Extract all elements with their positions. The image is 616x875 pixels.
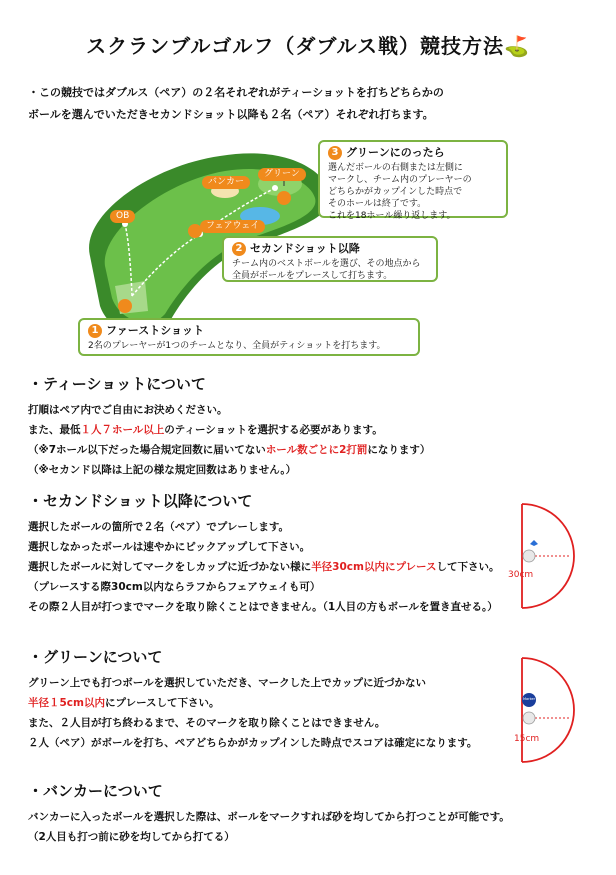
rule-line: 選択しなかったボールは速やかにピックアップして下さい。: [28, 541, 311, 553]
intro-line: ・この競技ではダブルス（ペア）の２名それぞれがティーショットを打ちどちらかの: [28, 86, 444, 99]
rule-line: （※セカンド以降は上記の様な規定回数はありません。）: [28, 464, 297, 476]
rule-line: グリーン上でも打つボールを選択していただき、マークした上でカップに近づかない: [28, 677, 427, 689]
marker-text: Marker: [523, 697, 536, 701]
map-step-3: [277, 191, 291, 205]
callout-step-3: [318, 140, 508, 221]
bunker-label: バンカー: [202, 176, 250, 189]
rule-line: また、最低１人７ホール以上のティーショットを選択する必要があります。: [28, 424, 383, 436]
course-illustration: [70, 136, 510, 356]
step-text: チーム内のベストボールを選び、その地点から: [232, 259, 421, 269]
section-heading: ・グリーンについて: [28, 648, 163, 666]
section-heading: ・ティーショットについて: [28, 375, 206, 393]
radius-label: 30cm: [508, 570, 534, 580]
rule-line: また、２人目が打ち終わるまで、そのマークを取り除くことはできません。: [28, 717, 386, 729]
fairway-label: フェアウェイ: [200, 220, 265, 233]
highlight-text: １人７ホール以上: [80, 424, 165, 436]
intro-text: [28, 82, 444, 126]
step-title: グリーンにのったら: [346, 146, 445, 159]
ball-icon: [523, 712, 535, 724]
highlight-text: 半径30cm以内にプレース: [311, 561, 437, 573]
rule-line: 選択したボールの箇所で２名（ペア）でプレーします。: [28, 521, 290, 533]
rule-line: その際２人目が打つまでマークを取り除くことはできません。（1人目の方もボールを置き直せる。）: [28, 601, 498, 613]
callout-step-2: [222, 236, 438, 282]
rule-line: 半径１5cm以内にプレースして下さい。: [28, 697, 220, 709]
intro-line: ボールを選んでいただきセカンドショット以降も２名（ペア）それぞれ打ちます。: [28, 108, 434, 121]
section-tee: [28, 373, 430, 480]
ball: [272, 185, 278, 191]
step-text: 全員がボールをプレースして打ちます。: [232, 271, 393, 281]
step-title: ファーストショット: [106, 324, 205, 337]
highlight-text: ホール数ごとに2打罰: [265, 444, 368, 456]
step-text: そのホールは終了です。: [328, 199, 427, 209]
rule-line: （2人目も打つ前に砂を均してから打てる）: [28, 831, 235, 843]
section-second: [28, 490, 500, 617]
rule-line: バンカーに入ったボールを選択した際は、ボールをマークすれば砂を均してから打つことが可能です。: [28, 811, 510, 823]
green-label: グリーン: [258, 168, 306, 181]
tee-marker-icon: [530, 540, 538, 546]
section-heading: ・バンカーについて: [28, 782, 163, 800]
rule-line: ２人（ペア）がボールを打ち、ペアどちらかがカップインした時点でスコアは確定になります。: [28, 737, 478, 749]
rule-line: 打順はペア内でご自由にお決めください。: [28, 404, 228, 416]
rule-line: （プレースする際30cm以内ならラフからフェアウェイも可）: [28, 581, 321, 593]
step-text: 2名のプレーヤーが1つのチームとなり、全員がティショットを打ちます。: [88, 341, 386, 351]
section-heading: ・セカンドショット以降について: [28, 492, 253, 510]
ob-label: OB: [110, 210, 135, 223]
step-text: どちらかがカップインした時点で: [328, 187, 463, 197]
map-step-1: [118, 299, 132, 313]
step-number: 1: [88, 324, 102, 338]
radius-label: 15cm: [514, 734, 540, 744]
rule-line: （※7ホール以下だった場合規定回数に届いてないホール数ごとに2打罰になります）: [28, 444, 431, 456]
section-green: [28, 646, 477, 753]
highlight-text: 半径１5cm以内: [28, 697, 105, 709]
rule-line: 選択したボールに対してマークをしカップに近づかない様に半径30cm以内にプレースして下さい。: [28, 561, 500, 573]
step-text: 選んだボールの右側または左側に: [328, 163, 463, 173]
step-text: これを18ホール繰り返します。: [328, 211, 456, 221]
ball-icon: [523, 550, 535, 562]
step-number: 2: [232, 242, 246, 256]
step-title: セカンドショット以降: [250, 242, 360, 255]
step-text: マークし、チーム内のプレーヤーの: [328, 175, 472, 185]
placement-diagram-30cm: [500, 500, 610, 612]
step-number: 3: [328, 146, 342, 160]
page-title: スクランブルゴルフ（ダブルス戦）競技方法⛳: [86, 34, 530, 58]
callout-step-1: [78, 318, 420, 356]
section-bunker: [28, 780, 510, 847]
placement-diagram-15cm: [500, 654, 610, 766]
